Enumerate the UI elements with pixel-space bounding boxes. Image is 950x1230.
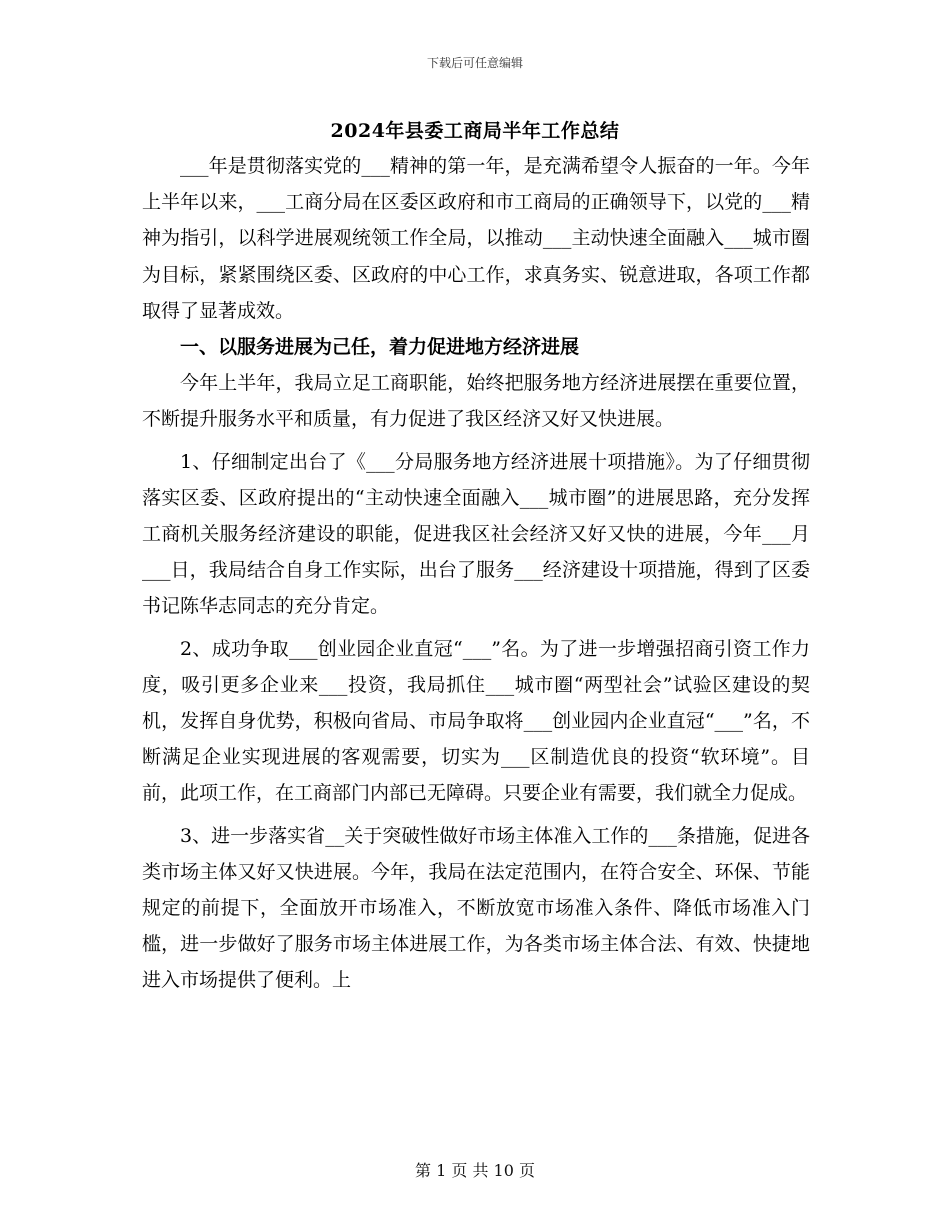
paragraph-intro: ___年是贯彻落实党的___精神的第一年，是充满希望令人振奋的一年。今年上半年以来，___工商分局在区委区政府和市工商局的正确领导下，以党的___精神为指引，以科学进展观统领工作全局，以推动___主动快速全面融入___城市圈为目标，紧紧围绕区委、区政府的中心工作，求真务实、锐意进取，各项工作都取得了显著成效。	[142, 155, 810, 322]
section-heading: 一、以服务进展为己任，着力促进地方经济进展	[180, 336, 580, 359]
page-number-footer: 第 1 页 共 10 页	[415, 1161, 535, 1180]
paragraph-item-2: 2、成功争取___创业园企业直冠“___”名。为了进一步增强招商引资工作力度，吸引更多企业来___投资，我局抓住___城市圈“两型社会”试验区建设的契机，发挥自身优势，积极向省局、市局争取将___创业园内企业直冠“___”名，不断满足企业实现进展的客观需要，切实为___区制造优良的投资“软环境”。目前，此项工作，在工商部门内部已无障碍。只要企业有需要，我们就全力促成。	[142, 637, 810, 805]
paragraph-item-1: 1、仔细制定出台了《___分局服务地方经济进展十项措施》。为了仔细贯彻落实区委、区政府提出的“主动快速全面融入___城市圈”的进展思路，充分发挥工商机关服务经济建设的职能，促进我区社会经济又好又快的进展，今年___月___日，我局结合自身工作实际，出台了服务___经济建设十项措施，得到了区委书记陈华志同志的充分肯定。	[142, 450, 810, 618]
paragraph-item-3: 3、进一步落实省__关于突破性做好市场主体准入工作的___条措施，促进各类市场主体又好又快进展。今年，我局在法定范围内，在符合安全、环保、节能规定的前提下，全面放开市场准入，不断放宽市场准入条件、降低市场准入门槛，进一步做好了服务市场主体进展工作，为各类市场主体合法、有效、快捷地进入市场提供了便利。上	[142, 824, 810, 992]
paragraph-section-intro: 今年上半年，我局立足工商职能，始终把服务地方经济进展摆在重要位置，不断提升服务水平和质量，有力促进了我区经济又好又快进展。	[142, 372, 810, 431]
document-body	[142, 148, 810, 999]
page-header-note: 下载后可任意编辑	[426, 56, 523, 70]
document-title: 2024年县委工商局半年工作总结	[330, 120, 620, 142]
